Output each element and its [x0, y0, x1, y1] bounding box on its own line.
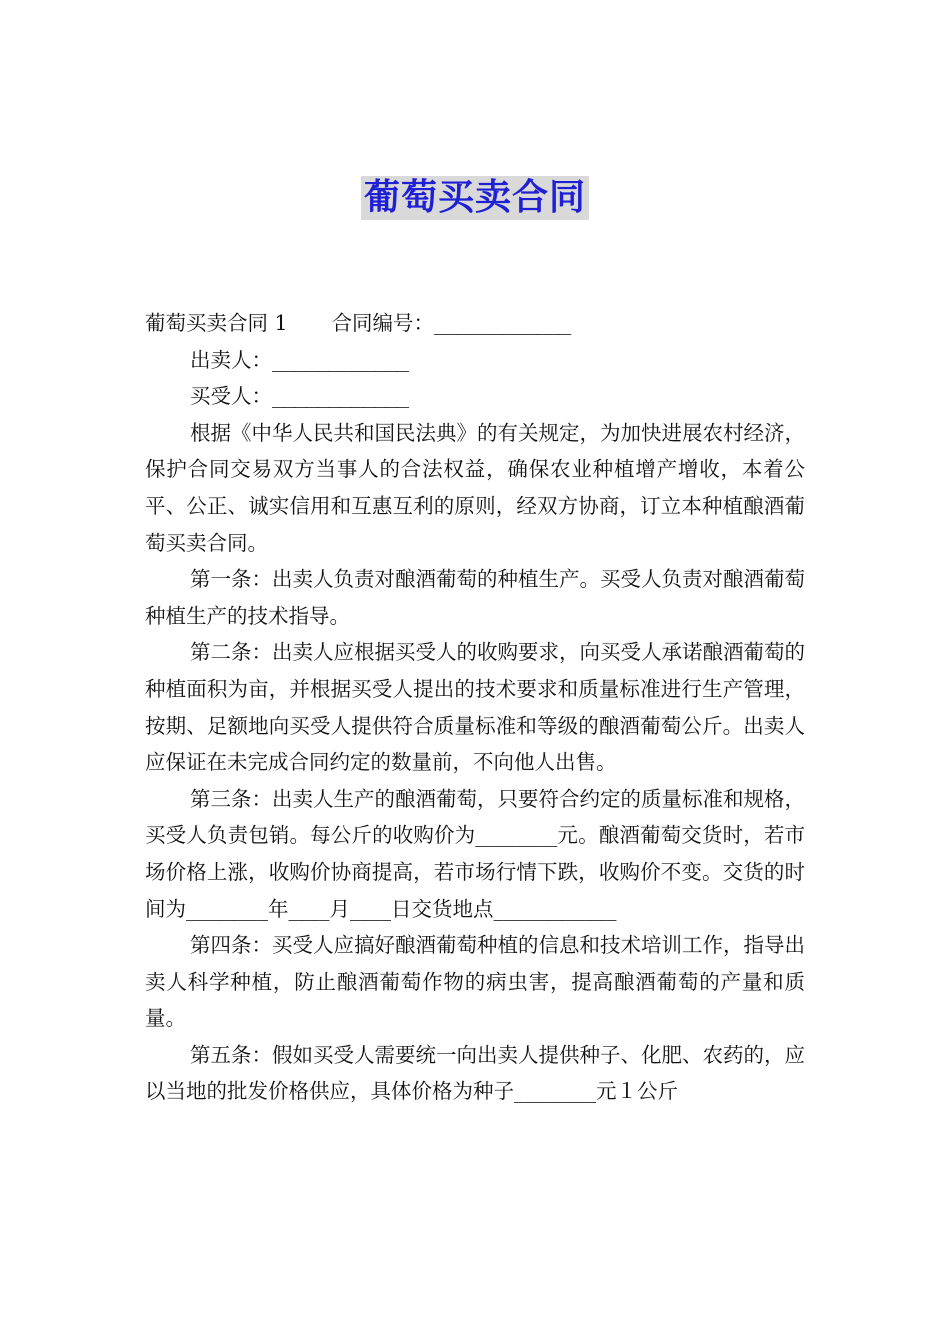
heading-line	[145, 305, 805, 342]
contract-heading-label: 葡萄买卖合同 1	[145, 311, 288, 335]
contract-number-blank: ____________	[434, 311, 571, 335]
buyer-line	[145, 378, 805, 415]
seller-line	[145, 342, 805, 379]
paragraph-article-2: 第二条：出卖人应根据买受人的收购要求，向买受人承诺酿酒葡萄的种植面积为亩，并根据买受人提出的技术要求和质量标准进行生产管理，按期、足额地向买受人提供符合质量标准和等级的酿酒葡萄公斤。出卖人应保证在未完成合同约定的数量前，不向他人出售。	[145, 640, 805, 775]
document-title: 葡萄买卖合同	[361, 176, 589, 220]
title-area	[0, 176, 950, 220]
paragraph-article-5: 第五条：假如买受人需要统一向出卖人提供种子、化肥、农药的，应以当地的批发价格供应，具体价格为种子________元１公斤	[145, 1042, 805, 1104]
seller-blank: ____________	[272, 347, 409, 372]
document-body	[145, 305, 805, 1110]
paragraph-article-1: 第一条：出卖人负责对酿酒葡萄的种植生产。买受人负责对酿酒葡萄种植生产的技术指导。	[145, 567, 805, 628]
seller-label: 出卖人：	[190, 347, 272, 372]
paragraph-preamble: 根据《中华人民共和国民法典》的有关规定，为加快进展农村经济，保护合同交易双方当事人的合法权益，确保农业种植增产增收，本着公平、公正、诚实信用和互惠互利的原则，经双方协商，订立本种植酿酒葡萄买卖合同。	[145, 420, 805, 555]
buyer-label: 买受人：	[190, 384, 272, 409]
paragraph-article-4: 第四条：买受人应搞好酿酒葡萄种植的信息和技术培训工作，指导出卖人科学种植，防止酿酒葡萄作物的病虫害，提高酿酒葡萄的产量和质量。	[145, 933, 805, 1031]
buyer-blank: ____________	[272, 384, 409, 409]
contract-number-label: 合同编号：	[331, 311, 435, 335]
paragraph-article-3: 第三条：出卖人生产的酿酒葡萄，只要符合约定的质量标准和规格，买受人负责包销。每公斤的收购价为________元。酿酒葡萄交货时，若市场价格上涨，收购价协商提高，若市场行情下跌，收购价不变。交货的时间为________年____月____日交货地点____________	[145, 786, 805, 921]
